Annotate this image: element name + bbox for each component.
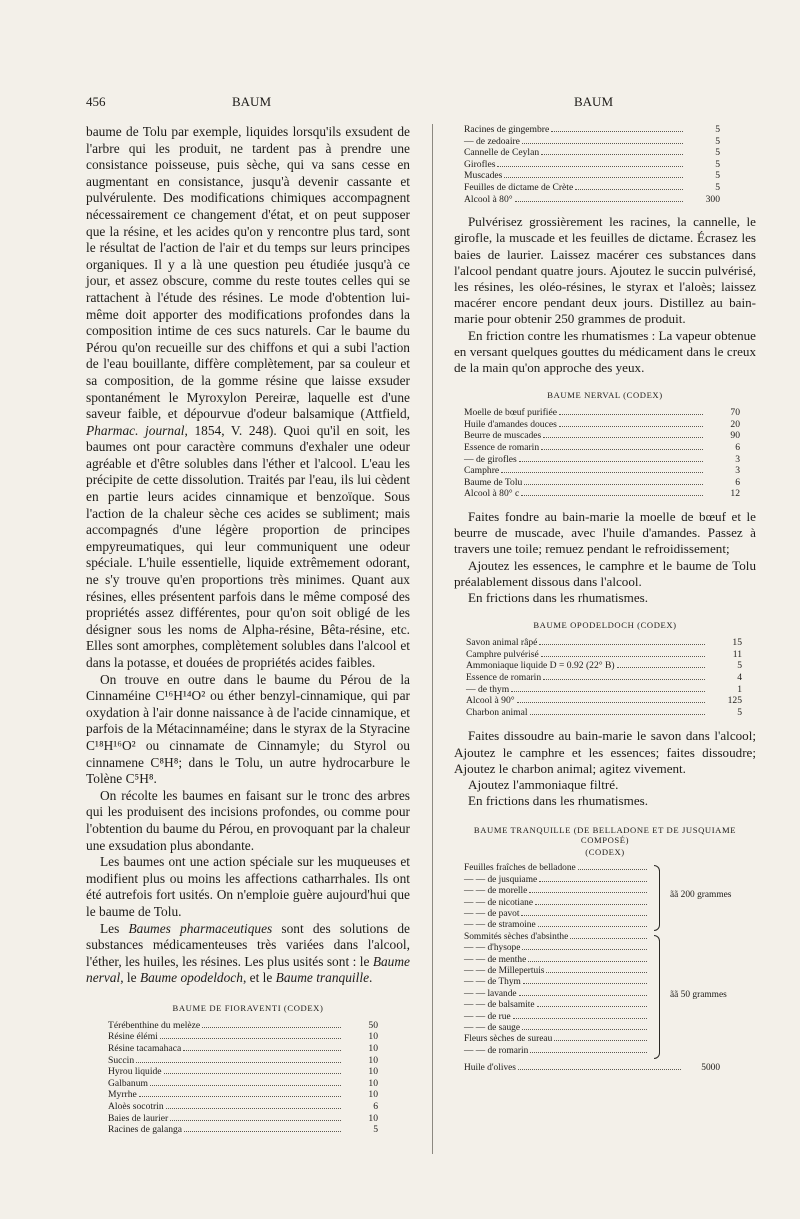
- paragraph-nerval-essences: Ajoutez les essences, le camphre et le baume de Tolu préalablement dissous dans l'alcool.: [454, 557, 756, 589]
- ingredient-quantity: 10: [368, 1112, 378, 1124]
- brace-group-1: [654, 865, 660, 931]
- opodeldoch-table: [466, 637, 742, 718]
- leader-dots: [170, 1120, 341, 1121]
- plant-name: — — de nicotiane: [464, 897, 533, 908]
- plant-row: [464, 1023, 650, 1034]
- ingredient-quantity: 10: [368, 1077, 378, 1089]
- leader-dots: [521, 495, 703, 496]
- ingredient-name: Muscades: [464, 170, 503, 182]
- leader-dots: [551, 131, 683, 132]
- plant-row: [464, 863, 650, 874]
- ingredient-name: — de thym: [466, 683, 510, 695]
- paragraph-opodeldoch-use: En frictions dans les rhumatismes.: [468, 793, 649, 809]
- leader-dots: [501, 472, 703, 473]
- ingredient-name: Beurre de muscades: [464, 430, 542, 442]
- ingredient-row: [108, 1124, 378, 1136]
- right-column: [454, 124, 756, 1075]
- plant-row: [464, 1000, 650, 1011]
- ingredient-name: Essence de romarin: [464, 441, 540, 453]
- paragraph-cinnameine: On trouve en outre dans le baume du Pérou de la Cinnaméine C¹⁶H¹⁴O² ou éther benzyl-cinnamique, qui par oxydation à l'air donne naissance à de l'acide cinnamique, et parfois de la Métacinnaméine; dans le styrax de la Styracine C¹⁸H¹⁶O² ou cinnamate de Cinnamyle; du Styrol ou cinnamene C⁸H⁸; dans le Tolu, un autre hydrocarbure le Tolène C⁵H⁸.: [86, 671, 410, 787]
- ingredient-row: [108, 1101, 378, 1113]
- plant-name: Fleurs sèches de sureau: [464, 1034, 553, 1045]
- leader-dots: [524, 484, 703, 485]
- plant-row: [464, 943, 650, 954]
- page-number: 456: [86, 94, 106, 109]
- fioraventi-title: BAUME DE FIORAVENTI (CODEX): [172, 1002, 324, 1013]
- group-2-dose: ãã 50 grammes: [670, 990, 727, 1001]
- leader-dots: [539, 644, 705, 645]
- plant-name: — — de Thym: [464, 977, 521, 988]
- leader-dots: [538, 926, 647, 927]
- leader-dots: [521, 915, 647, 916]
- ingredient-quantity: 10: [368, 1043, 378, 1055]
- ingredient-row: [466, 649, 742, 661]
- column-divider: [432, 124, 433, 1154]
- leader-dots: [546, 972, 647, 973]
- leader-dots: [535, 904, 647, 905]
- leader-dots: [166, 1108, 341, 1109]
- ingredient-name: Hyrou liquide: [108, 1066, 162, 1078]
- ingredient-name: Térébenthine du melèze: [108, 1019, 201, 1031]
- ingredient-name: Cannelle de Ceylan: [464, 147, 540, 159]
- group-1-dose: ãã 200 grammes: [670, 890, 732, 901]
- plant-row: [464, 909, 650, 920]
- ingredient-name: Galbanum: [108, 1077, 148, 1089]
- plant-row: [464, 875, 650, 886]
- plant-row: [464, 977, 650, 988]
- plant-name: — — de morelle: [464, 886, 528, 897]
- plant-name: — — lavande: [464, 988, 517, 999]
- leader-dots: [559, 426, 703, 427]
- ingredient-name: Savon animal râpé: [466, 637, 538, 649]
- leader-dots: [559, 414, 703, 415]
- ingredient-row: [108, 1078, 378, 1090]
- ingredient-name: — de girofles: [464, 453, 517, 465]
- leader-dots: [523, 983, 647, 984]
- ingredient-quantity: 5: [715, 147, 720, 159]
- ingredient-name: Huile d'amandes douces: [464, 418, 557, 430]
- ingredient-name: Essence de romarin: [466, 671, 542, 683]
- leader-dots: [513, 1018, 647, 1019]
- leader-dots: [518, 1069, 681, 1070]
- ingredient-quantity: 10: [368, 1066, 378, 1078]
- ingredient-name: Ammoniaque liquide D = 0.92 (22° B): [466, 660, 615, 672]
- plant-name: — — de pavot: [464, 908, 520, 919]
- paragraph-opodeldoch-method: Faites dissoudre au bain-marie le savon dans l'alcool; Ajoutez le camphre et les essences; faites dissoudre; Ajoutez le charbon animal; agitez vivement.: [454, 728, 756, 776]
- plant-name: — — de menthe: [464, 954, 527, 965]
- plant-row: [464, 932, 650, 943]
- plant-row: [464, 966, 650, 977]
- ingredient-name: Aloès socotrin: [108, 1101, 164, 1113]
- plant-name: — — de balsamite: [464, 1000, 535, 1011]
- leader-dots: [511, 691, 705, 692]
- ingredient-name: Alcool à 90°: [466, 695, 515, 707]
- plant-row: [464, 1046, 650, 1057]
- ingredient-quantity: 6: [735, 476, 740, 488]
- leader-dots: [139, 1096, 341, 1097]
- ingredient-name: Baume de Tolu: [464, 476, 523, 488]
- leader-dots: [539, 881, 647, 882]
- ingredient-row: [466, 707, 742, 719]
- ingredient-quantity: 300: [705, 193, 720, 205]
- ingredient-quantity: 5: [715, 158, 720, 170]
- nerval-table: [464, 407, 740, 500]
- ingredient-row: [108, 1055, 378, 1067]
- tranquille-final-row: [464, 1063, 720, 1074]
- ingredient-row: [464, 147, 720, 159]
- ingredient-row: [464, 442, 740, 454]
- ingredient-quantity: 70: [730, 407, 740, 419]
- plant-row: [464, 886, 650, 897]
- paragraph-balsam-properties: baume de Tolu par exemple, liquides lorsqu'ils exsudent de l'arbre qui les produit, ne tardent pas à prendre une consistance poisseuse, puis sèche, qui va sans cesse en augmentant en consistance, jusqu'à devenir cassante et pulvérulente. Des modifications chimiques accompagnent nécessairement ce changement d'état, et on peut supposer que la résine, et les acides qu'on y rencontre plus tard, sont le résultat de l'action de l'air et du temps sur leurs principes organiques. Il y a là une question peu étudiée jusqu'à ce jour, et assez obscure, comme du reste toutes celles qui se rattachent à l'étude des résines. Le mode d'obtention lui-même doit apporter des modifications profondes dans la composition intime de ces sucs naturels. Car le baume du Pérou qu'on recueille sur des chiffons et qui a subi l'action de l'eau bouillante, diffère complètement, par sa couleur et sa composition, de la gomme résine que laisse exsuder spontanément le Myroxylon Pereiræ, laquelle est d'une saveur faible, et dépourvue d'odeur balsamique (Attfield, Pharmac. journal, 1854, V. 248). Quoi qu'il en soit, les baumes ont pour caractère communs d'exhaler une odeur agréable et d'être solubles dans l'éther et l'alcool. L'eau les précipite de cette dissolution. Traités par l'eau, ils lui cèdent en partie leurs acides cinnamique et benzoïque. Sous l'action de la chaleur sèche ces acides se subliment; mais accompagnés d'une légère proportion de principes empyreumatiques, qui leur communiquent une odeur spéciale. L'huile essentielle, liquide extrêmement odorant, ne s'y trouve qu'en proportions très minimes. Quant aux résines, elles présentent parfois dans le même composé des propriétés assez différentes, pour qu'on soit obligé de les désigner sous les noms de Alpha-résine, Bêta-résine, etc. Elles sont amorphes, complètement solubles dans l'alcool et dans la potasse, et douées de propriétés acides faibles.: [86, 124, 411, 670]
- fioraventi-table-continued: [464, 124, 720, 205]
- plant-row: [464, 955, 650, 966]
- left-running-title: BAUM: [232, 94, 272, 109]
- ingredient-row: [464, 430, 740, 442]
- plant-row: [464, 989, 650, 1000]
- ingredient-quantity: 11: [732, 648, 742, 660]
- paragraph-action: Les baumes ont une action spéciale sur les muqueuses et modifient plus ou moins les affections catharrhales. Ils ont été autrefois fort usités. On n'emploie guère aujourd'hui que le baume de Tolu.: [86, 854, 410, 919]
- leader-dots: [543, 679, 705, 680]
- ingredient-row: [108, 1066, 378, 1078]
- plant-name: — — de rue: [464, 1011, 511, 1022]
- leader-dots: [617, 667, 705, 668]
- ingredient-quantity: 5000: [701, 1063, 720, 1074]
- leader-dots: [537, 1006, 647, 1007]
- ingredient-name: Moelle de bœuf purifiée: [464, 407, 557, 419]
- plant-name: Sommités sèches d'absinthe: [464, 931, 569, 942]
- paragraph-opodeldoch-ammonia: Ajoutez l'ammoniaque filtré.: [468, 776, 619, 792]
- ingredient-quantity: 10: [368, 1054, 378, 1066]
- plant-name: — — d'hysope: [464, 943, 521, 954]
- ingredient-row: [466, 695, 742, 707]
- plant-name: Feuilles fraîches de belladone: [464, 863, 576, 874]
- leader-dots: [517, 702, 705, 703]
- ingredient-name: Racines de gingembre: [464, 124, 550, 135]
- ingredient-name: Succin: [108, 1054, 135, 1066]
- tranquille-plant-list: [464, 863, 756, 1074]
- ingredient-quantity: 20: [730, 418, 740, 430]
- ingredient-quantity: 5: [737, 660, 742, 672]
- ingredient-name: Camphre pulvérisé: [466, 648, 539, 660]
- ingredient-row: [466, 637, 742, 649]
- ingredient-quantity: 5: [715, 135, 720, 147]
- ingredient-name: Huile d'olives: [464, 1063, 516, 1074]
- tranquille-subtitle: (CODEX): [585, 847, 625, 858]
- paragraph-pharmaceutical-balsams: Les Baumes pharmaceutiques sont des solutions de substances médicamenteuses très variées dans l'alcool, l'éther, les huiles, les résines. Les plus usités sont : le Baume nerval, le Baume opodeldoch, et le Baume tranquille.: [86, 920, 410, 986]
- leader-dots: [184, 1131, 341, 1132]
- ingredient-name: Résine élémi: [108, 1031, 158, 1043]
- ingredient-row: [464, 488, 740, 500]
- ingredient-quantity: 125: [727, 695, 742, 707]
- leader-dots: [541, 154, 683, 155]
- leader-dots: [554, 1040, 647, 1041]
- ingredient-name: Camphre: [464, 465, 500, 477]
- ingredient-name: Feuilles de dictame de Crète: [464, 181, 574, 193]
- ingredient-quantity: 5: [715, 181, 720, 193]
- ingredient-row: [464, 159, 720, 171]
- leader-dots: [522, 143, 683, 144]
- plant-row: [464, 1012, 650, 1023]
- ingredient-row: [464, 407, 740, 419]
- ingredient-quantity: 5: [715, 170, 720, 182]
- ingredient-quantity: 5: [373, 1124, 378, 1136]
- ingredient-row: [108, 1043, 378, 1055]
- leader-dots: [570, 938, 647, 939]
- ingredient-quantity: 10: [368, 1031, 378, 1043]
- ingredient-name: Baies de laurier: [108, 1112, 169, 1124]
- ingredient-row: [464, 419, 740, 431]
- leader-dots: [136, 1062, 341, 1063]
- paragraph-nerval-method: Faites fondre au bain-marie la moelle de bœuf et le beurre de muscade, avec l'huile d'amandes. Passez à travers une toile; remuez pendant le refroidissement;: [454, 508, 756, 557]
- plant-name: — — de jusquiame: [464, 874, 538, 885]
- ingredient-name: Charbon animal: [466, 706, 528, 718]
- leader-dots: [543, 437, 703, 438]
- ingredient-row: [108, 1031, 378, 1043]
- plant-name: — — de sauge: [464, 1023, 520, 1034]
- paragraph-fioraventi-use: En friction contre les rhumatismes : La vapeur obtenue en versant quelques gouttes du médicament dans le creux de la main qu'on approche des yeux.: [454, 327, 756, 375]
- paragraph-fioraventi-method: Pulvérisez grossièrement les racines, la cannelle, le girofle, la muscade et les feuilles de dictame. Écrasez les baies de laurier. Laissez macérer ces substances dans l'alcool pendant quatre jours. Ajoutez le succin pulvérisé, les résines, les oléo-résines, le styrax et l'aloès; laissez macérer encore pendant deux jours. Distillez au bain-marie pour obtenir 250 grammes de produit.: [454, 214, 756, 327]
- ingredient-row: [464, 465, 740, 477]
- ingredient-quantity: 1: [737, 683, 742, 695]
- leader-dots: [183, 1050, 341, 1051]
- ingredient-row: [108, 1089, 378, 1101]
- plant-row: [464, 898, 650, 909]
- leader-dots: [541, 449, 703, 450]
- leader-dots: [497, 166, 683, 167]
- leader-dots: [522, 949, 647, 950]
- leader-dots: [529, 892, 647, 893]
- plant-row: [464, 1034, 650, 1045]
- paragraph-nerval-use: En frictions dans les rhumatismes.: [468, 589, 649, 605]
- ingredient-row: [464, 182, 720, 194]
- opodeldoch-title: BAUME OPODELDOCH (CODEX): [533, 620, 677, 631]
- ingredient-name: Racines de galanga: [108, 1124, 183, 1136]
- leader-dots: [530, 1052, 647, 1053]
- ingredient-quantity: 5: [737, 706, 742, 718]
- ingredient-quantity: 12: [730, 488, 740, 500]
- ingredient-row: [464, 124, 720, 136]
- ingredient-row: [464, 136, 720, 148]
- ingredient-quantity: 15: [732, 637, 742, 649]
- leader-dots: [519, 461, 703, 462]
- ingredient-name: Girofles: [464, 158, 496, 170]
- ingredient-quantity: 90: [730, 430, 740, 442]
- ingredient-quantity: 6: [735, 441, 740, 453]
- leader-dots: [515, 201, 683, 202]
- leader-dots: [164, 1073, 341, 1074]
- ingredient-row: [464, 454, 740, 466]
- ingredient-row: [466, 660, 742, 672]
- leader-dots: [530, 714, 705, 715]
- left-column: [86, 124, 410, 1136]
- ingredient-row: [464, 477, 740, 489]
- leader-dots: [578, 869, 647, 870]
- leader-dots: [150, 1085, 341, 1086]
- leader-dots: [522, 1029, 647, 1030]
- plant-name: — — de Millepertuis: [464, 965, 545, 976]
- leader-dots: [504, 177, 683, 178]
- fioraventi-table: [108, 1020, 378, 1136]
- ingredient-quantity: 50: [368, 1019, 378, 1031]
- ingredient-quantity: 3: [735, 453, 740, 465]
- ingredient-name: Myrrhe: [108, 1089, 137, 1101]
- ingredient-quantity: 5: [715, 124, 720, 135]
- ingredient-row: [466, 672, 742, 684]
- ingredient-name: Alcool à 80°: [464, 193, 513, 205]
- plant-name: — — de romarin: [464, 1045, 529, 1056]
- ingredient-quantity: 3: [735, 465, 740, 477]
- leader-dots: [541, 656, 705, 657]
- ingredient-quantity: 10: [368, 1089, 378, 1101]
- brace-group-2: [654, 935, 660, 1059]
- tranquille-title: BAUME TRANQUILLE (DE BELLADONE ET DE JUSQUIAME COMPOSÉ): [473, 825, 737, 846]
- running-header: [86, 94, 726, 110]
- plant-name: — — de stramoine: [464, 920, 536, 931]
- ingredient-name: Alcool à 80° c: [464, 488, 520, 500]
- ingredient-row: [464, 194, 720, 206]
- ingredient-quantity: 6: [373, 1101, 378, 1113]
- leader-dots: [160, 1038, 341, 1039]
- ingredient-name: Résine tacamahaca: [108, 1043, 182, 1055]
- plant-row: [464, 920, 650, 931]
- ingredient-name: — de zedoaire: [464, 135, 520, 147]
- leader-dots: [519, 995, 647, 996]
- leader-dots: [528, 961, 647, 962]
- right-running-title: BAUM: [574, 94, 614, 109]
- paragraph-harvest: On récolte les baumes en faisant sur le tronc des arbres qui les produisent des incisions profondes, ou comme pour l'obtention du baume du Pérou, en provoquant par la chaleur une exsudation plus abondante.: [86, 787, 410, 853]
- ingredient-row: [108, 1113, 378, 1125]
- ingredient-row: [108, 1020, 378, 1032]
- nerval-title: BAUME NERVAL (CODEX): [547, 390, 663, 401]
- ingredient-quantity: 4: [737, 671, 742, 683]
- leader-dots: [575, 189, 683, 190]
- leader-dots: [202, 1027, 341, 1028]
- ingredient-row: [464, 170, 720, 182]
- ingredient-row: [466, 684, 742, 696]
